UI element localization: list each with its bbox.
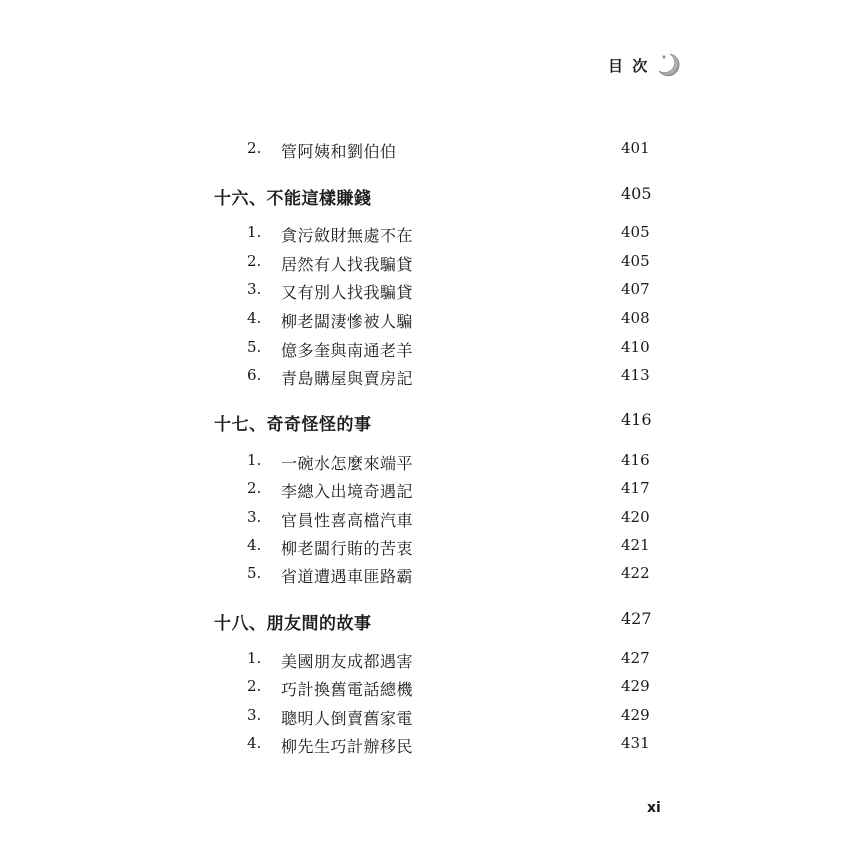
toc-section bbox=[0, 410, 850, 438]
entry-page-number: 413 bbox=[621, 366, 650, 384]
entry-number: 4. bbox=[247, 309, 262, 327]
toc-entry bbox=[0, 564, 850, 592]
toc-entry bbox=[0, 706, 850, 734]
entry-page-number: 405 bbox=[621, 252, 650, 270]
entry-number: 2. bbox=[247, 139, 262, 157]
entry-title: 又有別人找我騙貸 bbox=[281, 283, 414, 302]
entry-title: 青島購屋與賣房記 bbox=[281, 369, 414, 388]
toc-entry bbox=[0, 451, 850, 479]
toc-entry bbox=[0, 309, 850, 337]
toc-entry bbox=[0, 252, 850, 280]
toc-entry bbox=[0, 536, 850, 564]
entry-page-number: 429 bbox=[621, 677, 650, 695]
toc-entry bbox=[0, 479, 850, 507]
toc-entry bbox=[0, 366, 850, 394]
entry-number: 2. bbox=[247, 252, 262, 270]
toc-entry bbox=[0, 734, 850, 762]
entry-number: 3. bbox=[247, 280, 262, 298]
entry-page-number: 431 bbox=[621, 734, 650, 752]
entry-title: 柳老闆淒慘被人騙 bbox=[281, 312, 414, 331]
entry-page-number: 417 bbox=[621, 479, 650, 497]
entry-title: 巧計換舊電話總機 bbox=[281, 680, 414, 699]
entry-title: 管阿姨和劉伯伯 bbox=[281, 142, 397, 161]
entry-title: 官員性喜高檔汽車 bbox=[281, 511, 414, 530]
entry-number: 3. bbox=[247, 508, 262, 526]
toc-entry bbox=[0, 677, 850, 705]
entry-title: 李總入出境奇遇記 bbox=[281, 482, 414, 501]
entry-number: 1. bbox=[247, 451, 262, 469]
entry-page-number: 416 bbox=[621, 451, 650, 469]
entry-title: 柳老闆行賄的苦衷 bbox=[281, 539, 414, 558]
footer-page-number: xi bbox=[647, 800, 661, 816]
entry-title: 一碗水怎麼來端平 bbox=[281, 454, 414, 473]
toc-entry bbox=[0, 649, 850, 677]
entry-page-number: 429 bbox=[621, 706, 650, 724]
entry-number: 6. bbox=[247, 366, 262, 384]
section-title: 十八、朋友間的故事 bbox=[214, 614, 372, 634]
entry-page-number: 401 bbox=[621, 139, 650, 157]
toc-entry bbox=[0, 508, 850, 536]
crescent-moon-icon bbox=[655, 52, 681, 78]
page-header bbox=[608, 52, 681, 78]
entry-title: 億多奎與南通老羊 bbox=[281, 341, 414, 360]
entry-page-number: 421 bbox=[621, 536, 650, 554]
toc-section bbox=[0, 609, 850, 637]
entry-number: 4. bbox=[247, 734, 262, 752]
section-page-number: 416 bbox=[621, 410, 652, 429]
section-page-number: 405 bbox=[621, 184, 652, 203]
entry-page-number: 405 bbox=[621, 223, 650, 241]
entry-number: 2. bbox=[247, 677, 262, 695]
entry-title: 美國朋友成都遇害 bbox=[281, 652, 414, 671]
entry-number: 1. bbox=[247, 649, 262, 667]
toc-entry bbox=[0, 280, 850, 308]
entry-title: 聰明人倒賣舊家電 bbox=[281, 709, 414, 728]
entry-page-number: 427 bbox=[621, 649, 650, 667]
entry-number: 2. bbox=[247, 479, 262, 497]
entry-title: 貪污斂財無處不在 bbox=[281, 226, 414, 245]
section-title: 十六、不能這樣賺錢 bbox=[214, 189, 372, 209]
header-title: 目 次 bbox=[608, 56, 650, 75]
entry-page-number: 420 bbox=[621, 508, 650, 526]
entry-page-number: 407 bbox=[621, 280, 650, 298]
entry-title: 省道遭遇車匪路霸 bbox=[281, 567, 414, 586]
entry-title: 居然有人找我騙貸 bbox=[281, 255, 414, 274]
entry-page-number: 410 bbox=[621, 338, 650, 356]
toc-entry bbox=[0, 223, 850, 251]
entry-number: 1. bbox=[247, 223, 262, 241]
entry-number: 5. bbox=[247, 564, 262, 582]
entry-number: 5. bbox=[247, 338, 262, 356]
entry-page-number: 422 bbox=[621, 564, 650, 582]
entry-number: 4. bbox=[247, 536, 262, 554]
toc-entry bbox=[0, 139, 850, 167]
section-page-number: 427 bbox=[621, 609, 652, 628]
toc-entry bbox=[0, 338, 850, 366]
entry-number: 3. bbox=[247, 706, 262, 724]
section-title: 十七、奇奇怪怪的事 bbox=[214, 415, 372, 435]
entry-page-number: 408 bbox=[621, 309, 650, 327]
toc-section bbox=[0, 184, 850, 212]
entry-title: 柳先生巧計辦移民 bbox=[281, 737, 414, 756]
